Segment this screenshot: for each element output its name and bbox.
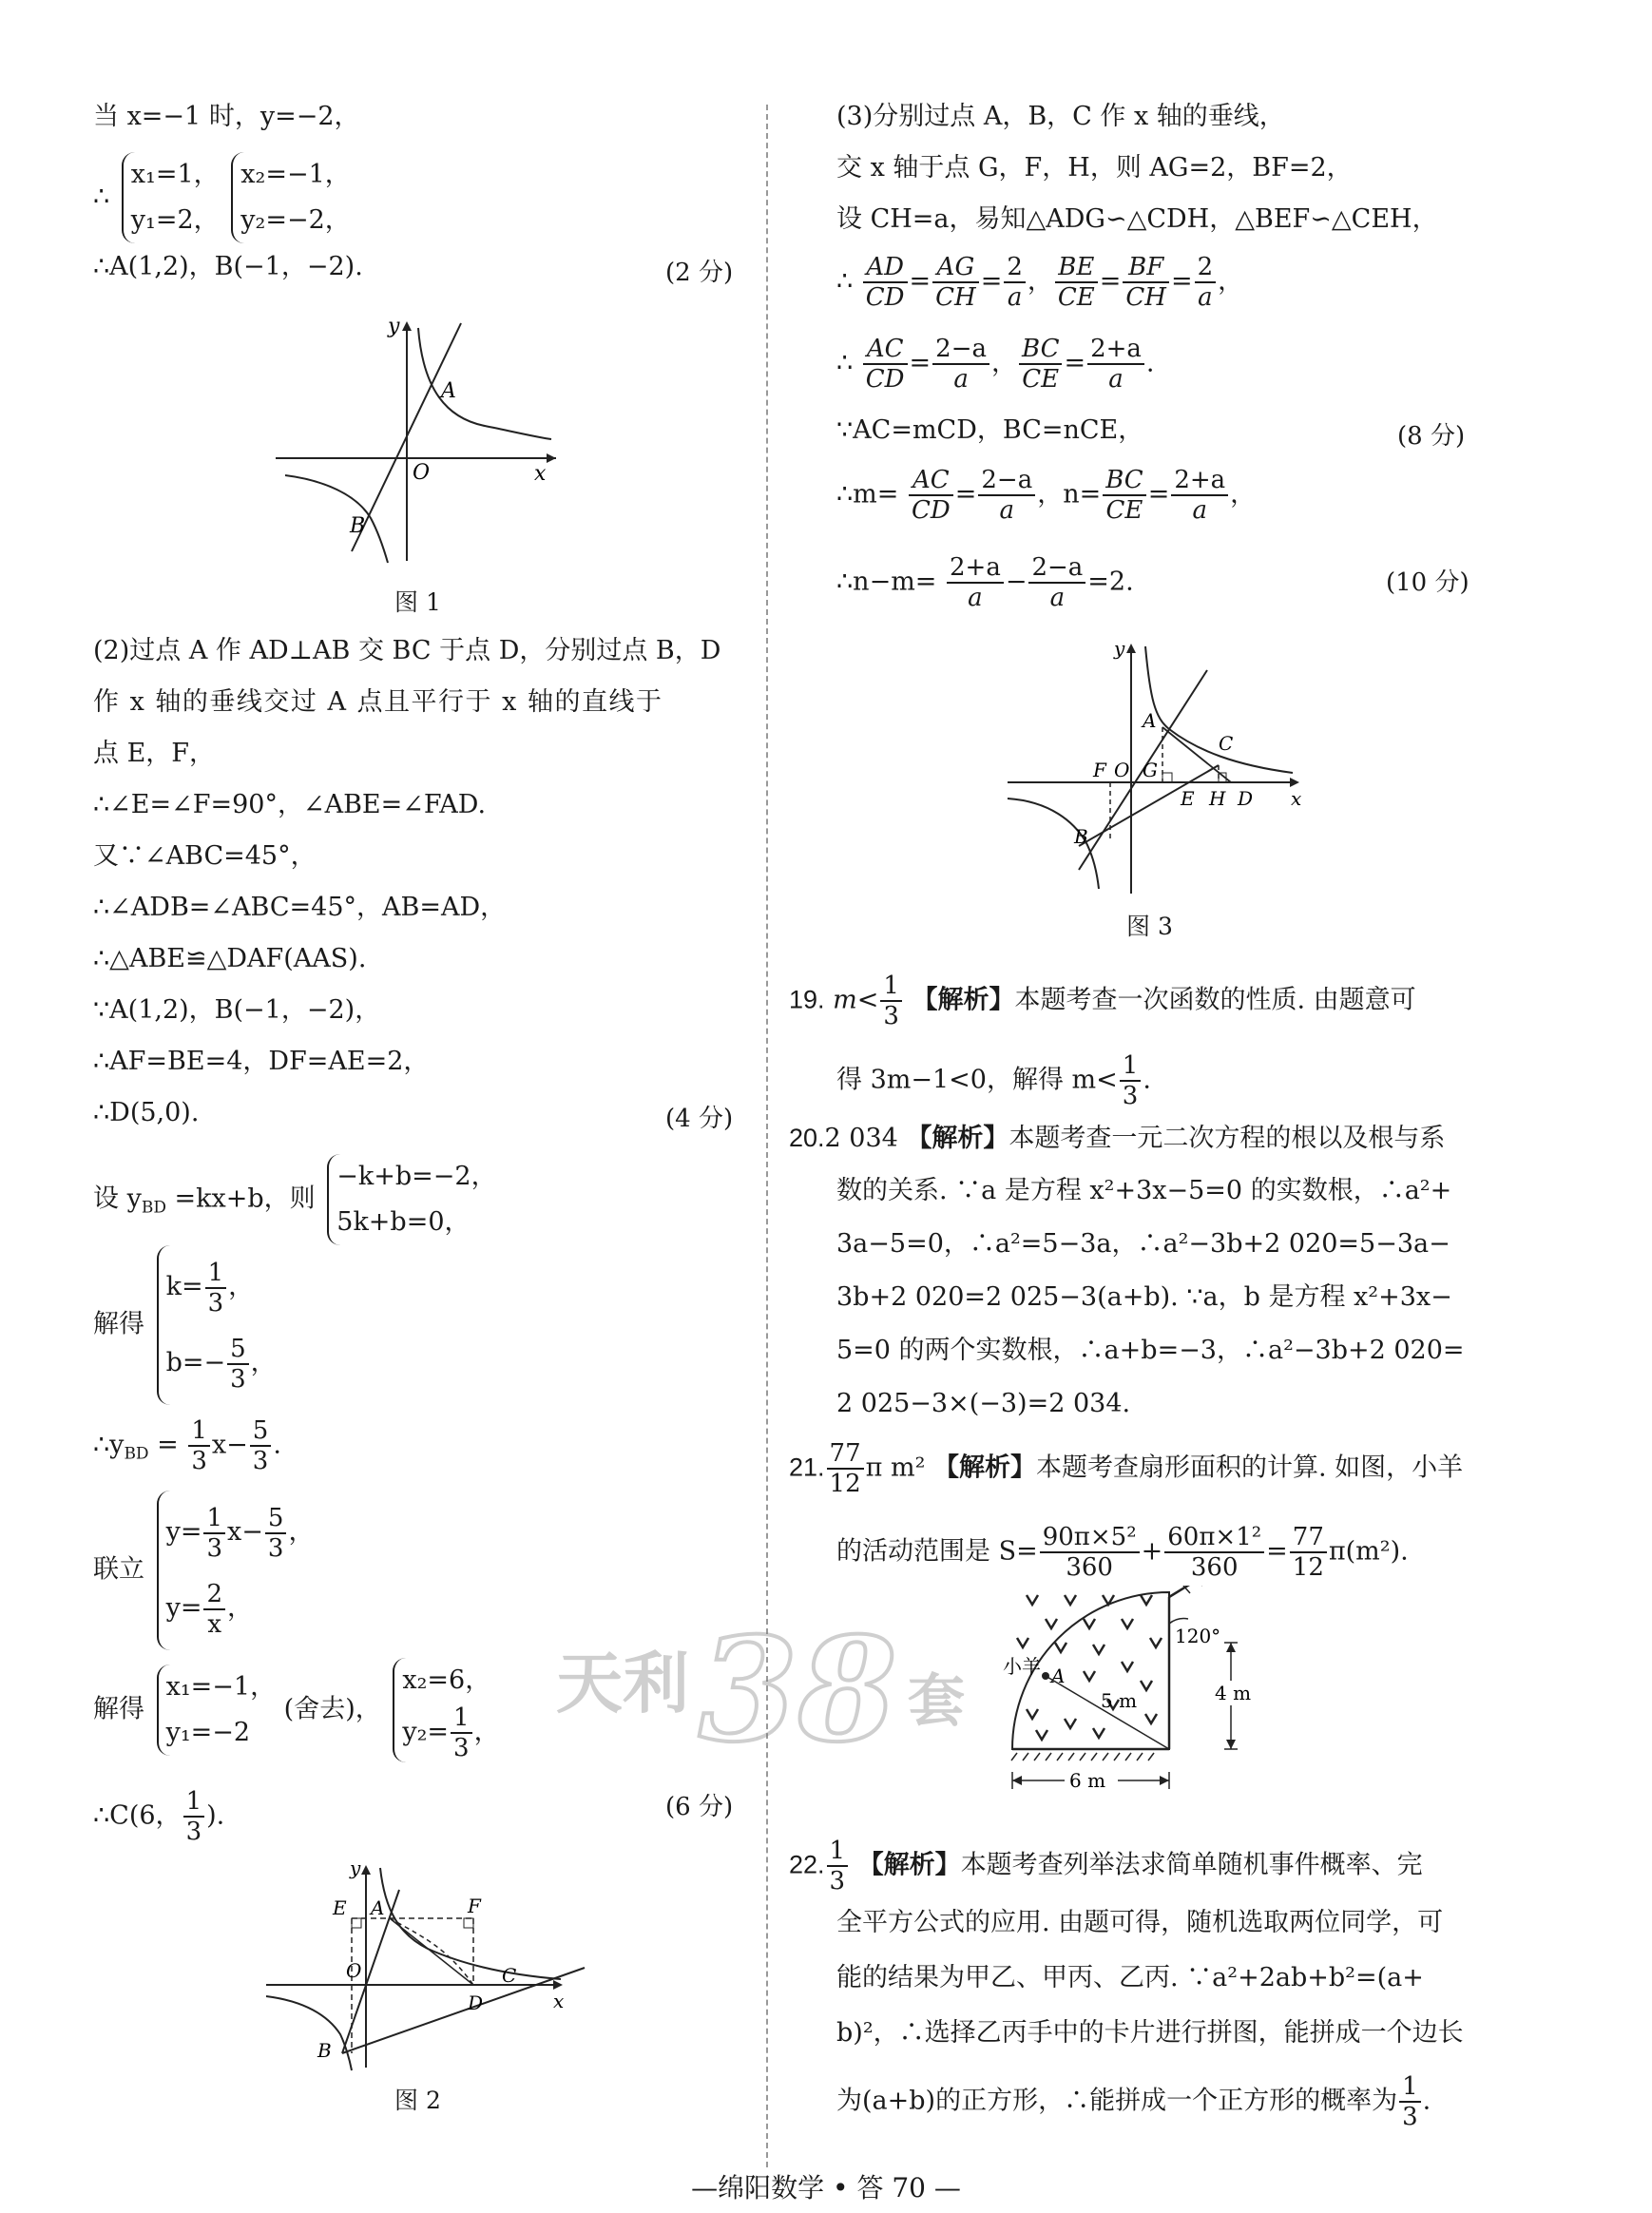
fraction: $\frac{2}{a}$ <box>1004 253 1026 312</box>
system-line: ∴ x₁=1， y₁=2， x₂=−1， y₂=−2， <box>93 152 351 243</box>
figure-2-graph <box>257 1854 589 2072</box>
text-line: (3)分别过点 A，B，C 作 x 轴的垂线， <box>836 102 1285 131</box>
point-a-label: A <box>1051 1665 1066 1687</box>
math-line: $\therefore y_{BD}$ = $\frac{1}{3}$ x− $\frac{5}{3}$ . <box>93 1416 281 1475</box>
fraction: $\frac{1}{3}$ <box>183 1787 205 1846</box>
column-divider <box>766 105 768 2167</box>
figure-1-graph <box>266 304 570 570</box>
math-line: ∴n−m= $\frac{2+a}{a}$ − $\frac{2-a}{a}$ =2. <box>836 553 1134 612</box>
text-line: 当 x=−1 时，y=−2， <box>93 102 360 131</box>
origin-label: O <box>413 461 431 485</box>
point-a-label: A <box>371 1896 385 1919</box>
page-footer: —绵阳数学 • 答 70 — <box>691 2172 961 2203</box>
score: (8 分) <box>1397 422 1466 451</box>
fraction: $\frac{77}{12}$ <box>827 1439 864 1498</box>
fraction: $\frac{2+a}{a}$ <box>1087 335 1144 394</box>
axis-y-label: y <box>350 1857 361 1879</box>
point-a-label: A <box>1143 709 1157 732</box>
point-f-label: F <box>1093 759 1106 781</box>
score: (6 分) <box>665 1793 734 1821</box>
system-line: 解得 k= $\frac{1}{3}$ ， b=− $\frac{5}{3}$ ， <box>93 1245 277 1405</box>
sheep-area-figure <box>998 1586 1274 1804</box>
fraction: $\frac{1}{3}$ <box>451 1703 472 1762</box>
point-b-label: B <box>317 2039 332 2062</box>
text-line: b)²，∴选择乙丙手中的卡片进行拼图，能拼成一个边长 <box>836 2018 1464 2048</box>
point-f-label: F <box>468 1895 481 1917</box>
question-21: 21. $\frac{77}{12}$ π m² 【解析】本题考查扇形面积的计算. 如图，小羊 <box>789 1439 1464 1498</box>
math-line: ∴ $\frac{AC}{CD}$ = $\frac{2-a}{a}$ ， $\frac{BC}{CE}$ = $\frac{2+a}{a}$ . <box>836 335 1155 394</box>
text-line: 3b+2 020=2 025−3(a+b). ∵a，b 是方程 x²+3x− <box>836 1282 1452 1312</box>
score: (10 分) <box>1386 568 1470 597</box>
height-label: 4 m <box>1215 1682 1252 1704</box>
eq: y₁=2， <box>130 205 220 235</box>
system-line: 设 $y_{BD} =kx+b$，则 −k+b=−2， 5k+b=0， <box>93 1154 497 1245</box>
fraction: $\frac{2-a}{a}$ <box>932 335 989 394</box>
sheep-label: 小羊 <box>1003 1655 1041 1678</box>
origin-label: O <box>1114 759 1130 781</box>
point-b-label: B <box>1074 825 1088 848</box>
system-line: 联立 y= $\frac{1}{3}$ x− $\frac{5}{3}$ ， y= $\frac{2}{x}$ ， <box>93 1491 314 1650</box>
text-line: ∵A(1,2)，B(−1，−2)， <box>93 995 381 1025</box>
radius-label: 5 m <box>1101 1689 1138 1712</box>
text-line: 全平方公式的应用. 由题可得，随机选取两位同学，可 <box>836 1908 1444 1937</box>
fraction: $\frac{BC}{CE}$ <box>1103 466 1145 525</box>
fraction: $\frac{AG}{CH}$ <box>932 253 979 312</box>
fraction: $\frac{2+a}{a}$ <box>947 553 1004 612</box>
point-d-label: D <box>1238 787 1254 810</box>
watermark-text: 套 <box>908 1668 965 1735</box>
text-line: 交 x 轴于点 G，F，H，则 AG=2，BF=2， <box>836 153 1353 183</box>
text-line: ∴A(1,2)，B(−1，−2). <box>93 252 363 281</box>
fraction: $\frac{BE}{CE}$ <box>1055 253 1098 312</box>
fraction: $\frac{\text{90π×5²}}{360}$ <box>1040 1523 1140 1582</box>
fraction: $\frac{AD}{CD}$ <box>863 253 908 312</box>
fraction: $\frac{1}{3}$ <box>1399 2072 1421 2131</box>
axis-x-label: x <box>553 1990 565 2012</box>
question-19: 19. m< $\frac{1}{3}$ 【解析】本题考查一次函数的性质. 由题意可 <box>789 972 1416 1030</box>
watermark-text: 天利 <box>556 1644 689 1722</box>
fraction: $\frac{1}{3}$ <box>205 1259 227 1318</box>
figure-caption: 图 3 <box>1126 913 1173 940</box>
text-line: 3a−5=0，∴a²=5−3a，∴a²−3b+2 020=5−3a− <box>836 1229 1450 1259</box>
fraction: $\frac{2-a}{a}$ <box>1028 553 1085 612</box>
fraction: $\frac{1}{3}$ <box>188 1416 210 1475</box>
eq: x₁=1， <box>130 160 220 189</box>
eq: −k+b=−2， <box>336 1162 497 1191</box>
fraction: $\frac{2+a}{a}$ <box>1171 466 1228 525</box>
fraction: $\frac{AC}{CD}$ <box>909 466 953 525</box>
fraction: $\frac{5}{3}$ <box>265 1504 287 1563</box>
figure-caption: 图 1 <box>394 588 441 616</box>
fraction: $\frac{2}{a}$ <box>1195 253 1217 312</box>
fraction: $\frac{2}{x}$ <box>203 1580 225 1639</box>
math-line: 为(a+b)的正方形，∴能拼成一个正方形的概率为 $\frac{1}{3}$ . <box>836 2072 1431 2131</box>
fraction: $\frac{BF}{CH}$ <box>1123 253 1169 312</box>
point-e-label: E <box>333 1896 347 1919</box>
figure-caption: 图 2 <box>394 2087 441 2114</box>
math-line: ∴m= $\frac{AC}{CD}$ = $\frac{2-a}{a}$ ，n= $\frac{BC}{CE}$ = $\frac{2+a}{a}$ ， <box>836 466 1257 525</box>
fraction: $\frac{\text{60π×1²}}{360}$ <box>1164 1523 1264 1582</box>
math-line: ∴ $\frac{AD}{CD}$ = $\frac{AG}{CH}$ = $\frac{2}{a}$ ， $\frac{BE}{CE}$ = $\frac{BF}{CH}$ = $\frac{2}{a}$ ， <box>836 253 1244 312</box>
point-h-label: H <box>1209 787 1226 810</box>
score: (4 分) <box>665 1105 734 1133</box>
text-line: ∵AC=mCD，BC=nCE， <box>836 415 1144 445</box>
text-line: 作 x 轴的垂线交过 A 点且平行于 x 轴的直线于 <box>93 687 663 717</box>
fraction: $\frac{2-a}{a}$ <box>978 466 1035 525</box>
axis-x-label: x <box>1291 787 1302 810</box>
text-line: ∴△ABE≌△DAF(AAS). <box>93 944 367 973</box>
score: (2 分) <box>665 259 734 287</box>
eq: y₂=−2， <box>240 205 351 235</box>
fraction: $\frac{77}{12}$ <box>1290 1523 1327 1582</box>
system-line: 解得 x₁=−1， y₁=−2 (舍去)， x₂=6， y₂= $\frac{1}{3}$ ， <box>93 1658 500 1762</box>
point-a-label: A <box>441 379 456 403</box>
axis-x-label: x <box>534 462 547 486</box>
fraction: $\frac{1}{3}$ <box>880 972 902 1030</box>
point-g-label: G <box>1143 759 1158 781</box>
question-22: 22. $\frac{1}{3}$ 【解析】本题考查列举法求简单随机事件概率、完 <box>789 1837 1423 1895</box>
angle-label: 120° <box>1175 1625 1221 1647</box>
point-b-label: B <box>350 514 366 538</box>
point-d-label: D <box>468 1992 484 2014</box>
axis-y-label: y <box>1114 637 1125 660</box>
math-line: 的活动范围是 S= $\frac{\text{90π×5²}}{360}$ + $\frac{\text{60π×1²}}{360}$ = $\frac{77}{12}$ π(m²). <box>836 1523 1409 1582</box>
text-line: ∴AF=BE=4，DF=AE=2， <box>93 1047 430 1076</box>
fraction: $\frac{BC}{CE}$ <box>1019 335 1062 394</box>
fraction: $\frac{5}{3}$ <box>227 1335 249 1394</box>
math-line: 得 3m−1<0，解得 m< $\frac{1}{3}$ . <box>836 1051 1151 1110</box>
fraction: $\frac{1}{3}$ <box>1120 1051 1142 1110</box>
text-line: ∴∠E=∠F=90°，∠ABE=∠FAD. <box>93 790 487 819</box>
text-line: 5=0 的两个实数根，∴a+b=−3，∴a²−3b+2 020= <box>836 1336 1465 1365</box>
width-label: 6 m <box>1069 1769 1106 1792</box>
math-line: ∴C(6， $\frac{1}{3}$ ). <box>93 1787 225 1846</box>
eq: 5k+b=0， <box>336 1207 471 1237</box>
text-line: ∴∠ADB=∠ABC=45°，AB=AD， <box>93 893 507 922</box>
eq: x₂=−1， <box>240 160 351 189</box>
axis-y-label: y <box>388 315 400 338</box>
origin-label: O <box>346 1959 362 1982</box>
figure-3-graph <box>998 632 1312 898</box>
fraction: $\frac{1}{3}$ <box>827 1837 849 1895</box>
point-c-label: C <box>502 1964 517 1987</box>
fraction: $\frac{5}{3}$ <box>250 1416 272 1475</box>
fraction: $\frac{AC}{CD}$ <box>863 335 908 394</box>
publisher-watermark-logo <box>547 1616 993 1759</box>
text-line: 能的结果为甲乙、甲丙、乙丙. ∵a²+2ab+b²=(a+ <box>836 1963 1424 1992</box>
text-line: (2)过点 A 作 AD⊥AB 交 BC 于点 D，分别过点 B，D <box>93 636 721 665</box>
text-line: 数的关系. ∵a 是方程 x²+3x−5=0 的实数根，∴a²+ <box>836 1176 1452 1205</box>
text-line: 设 CH=a，易知△ADG∽△CDH，△BEF∽△CEH， <box>836 204 1438 234</box>
point-e-label: E <box>1181 787 1195 810</box>
question-20: 20.2 034 【解析】本题考查一元二次方程的根以及根与系 <box>789 1124 1446 1153</box>
text-line: 点 E，F， <box>93 739 216 768</box>
fraction: $\frac{1}{3}$ <box>203 1504 225 1563</box>
point-c-label: C <box>1219 732 1234 755</box>
text-line: 又∵∠ABC=45°， <box>93 841 317 871</box>
text-line: ∴D(5,0). <box>93 1098 200 1127</box>
text-line: 2 025−3×(−3)=2 034. <box>836 1389 1131 1418</box>
watermark-number: 38 <box>699 1616 897 1759</box>
